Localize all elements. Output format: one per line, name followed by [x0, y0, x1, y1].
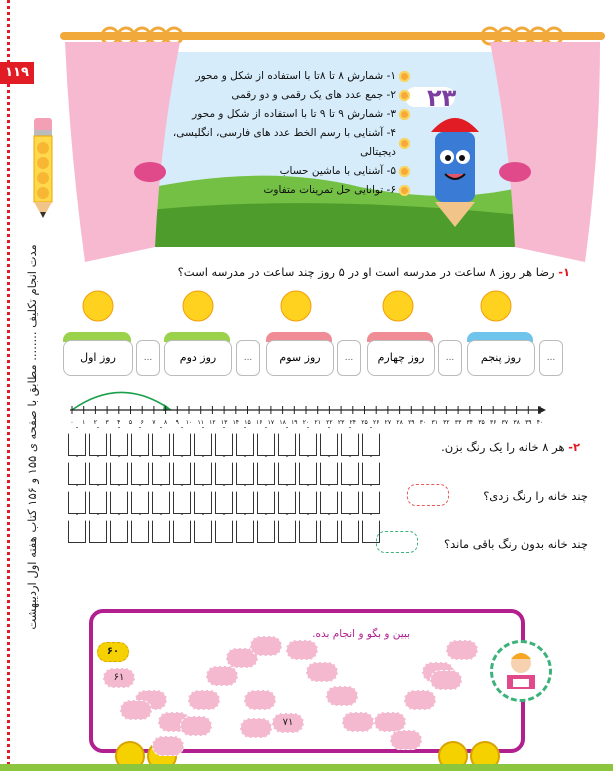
houses-grid — [68, 434, 382, 550]
houses-row — [68, 434, 382, 456]
tick-label: ۷ — [152, 419, 156, 426]
house-cell[interactable] — [299, 434, 317, 456]
empty-number-cloud[interactable] — [152, 736, 184, 756]
tick-label: ۳۷ — [501, 419, 509, 426]
objective-item: ۲- جمع عدد های یک رقمی و دو رقمی — [170, 86, 410, 105]
empty-number-cloud[interactable] — [188, 690, 220, 710]
tick-label: ۲۹ — [408, 419, 415, 426]
assignment-side-note: مدت انجام تکلیف ........ مطابق با صفحه ی ۱۵۵ و ۱۵۶ کتاب هفته اول اردیبهشت — [25, 244, 39, 630]
objectives-list — [170, 67, 410, 200]
question-2-sub1: چند خانه را رنگ زدی؟ — [483, 489, 588, 503]
house-cell[interactable] — [341, 492, 359, 514]
tick-label: ۲ — [93, 419, 98, 426]
empty-number-cloud[interactable] — [244, 690, 276, 710]
question-2-sub2: چند خانه بدون رنگ باقی ماند؟ — [444, 537, 588, 551]
margin-dotted-line — [7, 0, 10, 771]
house-cell[interactable] — [299, 463, 317, 485]
house-cell[interactable] — [68, 521, 86, 543]
house-cell[interactable] — [110, 521, 128, 543]
house-cell[interactable] — [131, 492, 149, 514]
house-cell[interactable] — [152, 492, 170, 514]
house-cell[interactable] — [320, 463, 338, 485]
house-cell[interactable] — [89, 521, 107, 543]
start-number-cloud: ۶۰ — [97, 642, 129, 662]
tick-label: ۳۸ — [513, 419, 520, 426]
house-cell[interactable] — [131, 521, 149, 543]
answer-box-colored[interactable] — [407, 484, 449, 506]
house-cell[interactable] — [278, 492, 296, 514]
tick-label: ۱۷ — [267, 419, 275, 426]
number-line — [60, 380, 550, 430]
empty-number-cloud[interactable] — [240, 718, 272, 738]
empty-number-cloud[interactable] — [374, 712, 406, 732]
empty-number-cloud[interactable] — [180, 716, 212, 736]
tick-label: ۳۳ — [454, 419, 462, 426]
tick-label: ۱۶ — [255, 419, 263, 426]
answer-blank[interactable]: ... — [539, 340, 563, 376]
tick-label: ۲۵ — [361, 419, 368, 426]
house-cell[interactable] — [320, 521, 338, 543]
tick-label: ۱۰ — [185, 419, 193, 426]
house-cell[interactable] — [299, 521, 317, 543]
axis-arrowhead — [538, 406, 546, 414]
flower-icon — [399, 138, 410, 149]
flower-icon — [399, 109, 410, 120]
sun-icon — [183, 291, 213, 321]
answer-blank[interactable]: ... — [337, 340, 361, 376]
empty-number-cloud[interactable] — [306, 662, 338, 682]
tick-label: ۲۴ — [349, 419, 357, 426]
house-cell[interactable] — [257, 463, 275, 485]
tick-label: ۴ — [117, 419, 121, 426]
tick-label: ۵ — [128, 419, 133, 426]
house-cell[interactable] — [194, 434, 212, 456]
reading-boy-illustration — [490, 640, 552, 702]
sun-icon — [281, 291, 311, 321]
number-cloud: ۶۱ — [103, 668, 135, 688]
house-cell[interactable] — [215, 463, 233, 485]
house-cell[interactable] — [110, 463, 128, 485]
houses-row — [68, 521, 382, 543]
objective-item: ۴- آشنایی با رسم الخط عدد های فارسی، انگلیسی، دیجیتالی — [170, 124, 410, 162]
house-cell[interactable] — [320, 434, 338, 456]
answer-blank[interactable]: ... — [236, 340, 260, 376]
house-cell[interactable] — [236, 434, 254, 456]
house-cell[interactable] — [257, 434, 275, 456]
sun-icon — [83, 291, 113, 321]
tick-label: ۰ — [70, 419, 74, 426]
house-cell[interactable] — [341, 434, 359, 456]
house-cell[interactable] — [362, 521, 380, 543]
house-cell[interactable] — [194, 492, 212, 514]
house-cell[interactable] — [362, 492, 380, 514]
houses-row — [68, 463, 382, 485]
house-cell[interactable] — [152, 521, 170, 543]
tick-label: ۱۲ — [209, 419, 216, 426]
house-cell[interactable] — [68, 492, 86, 514]
house-cell[interactable] — [89, 463, 107, 485]
tick-label: ۱۳ — [220, 419, 228, 426]
empty-number-cloud[interactable] — [206, 666, 238, 686]
day-label: روز دوم — [164, 340, 232, 376]
tick-label: ۲۳ — [337, 419, 345, 426]
house-cell[interactable] — [152, 463, 170, 485]
house-cell[interactable] — [362, 434, 380, 456]
house-cell[interactable] — [320, 492, 338, 514]
house-cell[interactable] — [236, 463, 254, 485]
house-cell[interactable] — [257, 521, 275, 543]
tick-label: ۳۵ — [478, 419, 485, 426]
tick-label: ۲۸ — [396, 419, 403, 426]
train-title: ببین و بگو و انجام بده. — [312, 628, 410, 640]
empty-number-cloud[interactable] — [326, 686, 358, 706]
tick-label: ۱۵ — [244, 419, 251, 426]
house-cell[interactable] — [173, 434, 191, 456]
tick-label: ۳۹ — [525, 419, 532, 426]
bottom-bar — [0, 764, 613, 771]
flower-icon — [399, 90, 410, 101]
objective-item: ۶- توانایی حل تمرینات متفاوت — [170, 181, 410, 200]
empty-number-cloud[interactable] — [120, 700, 152, 720]
house-cell[interactable] — [68, 434, 86, 456]
tick-label: ۱۱ — [197, 419, 204, 426]
day-label: روز پنجم — [467, 340, 535, 376]
tick-label: ۳۱ — [431, 419, 438, 426]
page-number: ۱۱۹ — [0, 62, 34, 84]
house-cell[interactable] — [131, 463, 149, 485]
question-2: ۲- هر ۸ خانه را یک رنگ بزن. — [441, 440, 580, 454]
flower-icon — [399, 166, 410, 177]
flower-icon — [399, 185, 410, 196]
houses-row — [68, 492, 382, 514]
house-cell[interactable] — [278, 434, 296, 456]
house-cell[interactable] — [110, 492, 128, 514]
suns-row — [62, 282, 552, 330]
house-cell[interactable] — [173, 521, 191, 543]
house-cell[interactable] — [341, 463, 359, 485]
empty-number-cloud[interactable] — [342, 712, 374, 732]
house-cell[interactable] — [131, 434, 149, 456]
house-cell[interactable] — [194, 521, 212, 543]
answer-box-uncolored[interactable] — [376, 531, 418, 553]
house-cell[interactable] — [236, 521, 254, 543]
day-label: روز اول — [63, 340, 133, 376]
tick-label: ۲۲ — [326, 419, 333, 426]
empty-number-cloud[interactable] — [404, 690, 436, 710]
house-cell[interactable] — [110, 434, 128, 456]
tick-label: ۸ — [163, 419, 168, 426]
tick-label: ۴۰ — [536, 419, 544, 426]
house-cell[interactable] — [173, 463, 191, 485]
house-cell[interactable] — [215, 521, 233, 543]
tick-label: ۳۰ — [419, 419, 427, 426]
house-cell[interactable] — [278, 463, 296, 485]
tick-label: ۲۷ — [384, 419, 392, 426]
question-1: ۱- رضا هر روز ۸ ساعت در مدرسه است او در ۵ روز چند ساعت در مدرسه است؟ — [177, 265, 570, 279]
house-cell[interactable] — [341, 521, 359, 543]
objective-item: ۵- آشنایی با ماشین حساب — [170, 162, 410, 181]
tick-label: ۱۴ — [232, 419, 240, 426]
empty-number-cloud[interactable] — [390, 730, 422, 750]
house-cell[interactable] — [173, 492, 191, 514]
house-cell[interactable] — [278, 521, 296, 543]
sun-icon — [383, 291, 413, 321]
tick-label: ۳۲ — [443, 419, 450, 426]
number-cloud: ۷۱ — [272, 713, 304, 733]
house-cell[interactable] — [236, 492, 254, 514]
tick-label: ۳۴ — [466, 419, 474, 426]
tick-label: ۶ — [140, 419, 144, 426]
empty-number-cloud[interactable] — [286, 640, 318, 660]
tick-label: ۱ — [82, 419, 86, 426]
answer-blank[interactable]: ... — [438, 340, 462, 376]
house-cell[interactable] — [152, 434, 170, 456]
day-label: روز سوم — [266, 340, 334, 376]
tick-label: ۲۰ — [302, 419, 310, 426]
tick-label: ۳ — [105, 419, 109, 426]
tick-label: ۳۶ — [489, 419, 497, 426]
objective-item: ۱- شمارش ۸ تا ۸تا با استفاده از شکل و محور — [170, 67, 410, 86]
flower-icon — [399, 71, 410, 82]
tick-label: ۲۱ — [314, 419, 321, 426]
empty-number-cloud[interactable] — [250, 636, 282, 656]
house-cell[interactable] — [68, 463, 86, 485]
tick-label: ۹ — [175, 419, 179, 426]
house-cell[interactable] — [215, 434, 233, 456]
empty-number-cloud[interactable] — [430, 670, 462, 690]
house-cell[interactable] — [194, 463, 212, 485]
house-cell[interactable] — [362, 463, 380, 485]
tick-label: ۱۸ — [279, 419, 286, 426]
day-label: روز چهارم — [367, 340, 435, 376]
house-cell[interactable] — [89, 434, 107, 456]
tick-label: ۲۶ — [372, 419, 380, 426]
house-cell[interactable] — [299, 492, 317, 514]
objective-item: ۳- شمارش ۹ تا ۹ تا با استفاده از شکل و محور — [170, 105, 410, 124]
tick-label: ۱۹ — [291, 419, 298, 426]
house-cell[interactable] — [257, 492, 275, 514]
answer-blank[interactable]: ... — [136, 340, 160, 376]
house-cell[interactable] — [215, 492, 233, 514]
lesson-number: ۲۳ — [427, 84, 457, 112]
sun-icon — [481, 291, 511, 321]
empty-number-cloud[interactable] — [446, 640, 478, 660]
house-cell[interactable] — [89, 492, 107, 514]
